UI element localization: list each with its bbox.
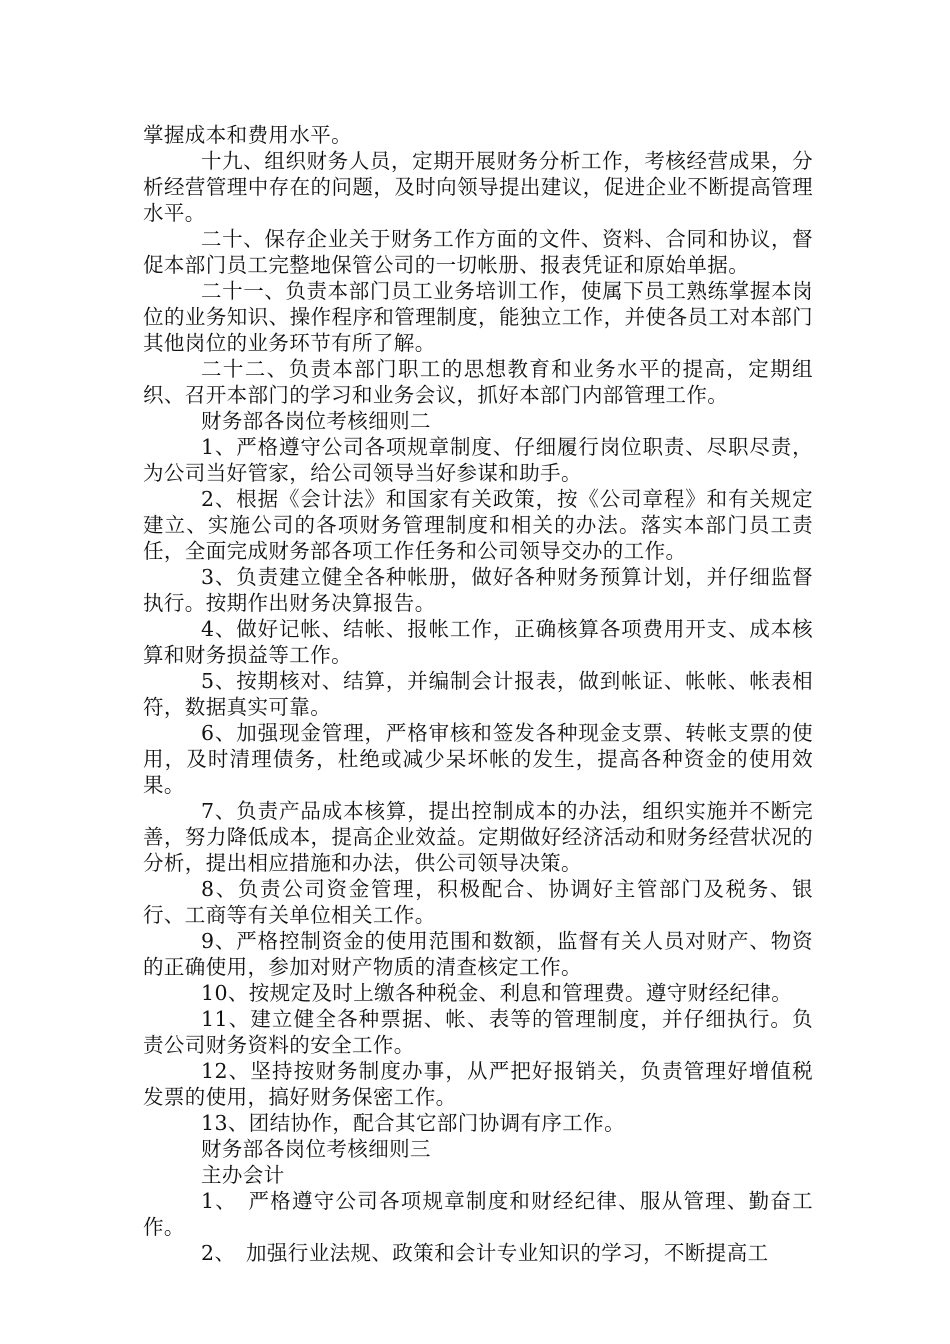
paragraph-18: 12、坚持按财务制度办事，从严把好报销关，负责管理好增值税发票的使用，搞好财务保密工作。: [143, 1059, 813, 1109]
paragraph-12: 6、加强现金管理，严格审核和签发各种现金支票、转帐支票的使用，及时清理债务，杜绝或减少呆坏帐的发生，提高各种资金的使用效果。: [143, 721, 813, 797]
paragraph-23: 2、 加强行业法规、政策和会计专业知识的学习，不断提高工: [201, 1241, 769, 1265]
paragraph-17: 11、建立健全各种票据、帐、表等的管理制度，并仔细执行。负责公司财务资料的安全工作。: [143, 1007, 813, 1057]
section-heading-3: 财务部各岗位考核细则三: [201, 1137, 431, 1161]
paragraph-10: 4、做好记帐、结帐、报帐工作，正确核算各项费用开支、成本核算和财务损益等工作。: [143, 617, 813, 667]
section-heading-2: 财务部各岗位考核细则二: [201, 409, 431, 433]
paragraph-13: 7、负责产品成本核算，提出控制成本的办法，组织实施并不断完善，努力降低成本，提高企业效益。定期做好经济活动和财务经营状况的分析，提出相应措施和办法，供公司领导决策。: [143, 799, 813, 875]
paragraph-4: 二十一、负责本部门员工业务培训工作，使属下员工熟练掌握本岗位的业务知识、操作程序和管理制度，能独立工作，并使各员工对本部门其他岗位的业务环节有所了解。: [143, 279, 813, 355]
paragraph-19: 13、团结协作，配合其它部门协调有序工作。: [201, 1111, 625, 1135]
paragraph-8: 2、根据《会计法》和国家有关政策，按《公司章程》和有关规定建立、实施公司的各项财务管理制度和相关的办法。落实本部门员工责任，全面完成财务部各项工作任务和公司领导交办的工作。: [143, 487, 813, 563]
paragraph-11: 5、按期核对、结算，并编制会计报表，做到帐证、帐帐、帐表相符，数据真实可靠。: [143, 669, 813, 719]
paragraph-22: 1、 严格遵守公司各项规章制度和财经纪律、服从管理、勤奋工作。: [143, 1189, 813, 1239]
paragraph-5: 二十二、负责本部门职工的思想教育和业务水平的提高，定期组织、召开本部门的学习和业务会议，抓好本部门内部管理工作。: [143, 357, 813, 407]
paragraph-14: 8、负责公司资金管理，积极配合、协调好主管部门及税务、银行、工商等有关单位相关工作。: [143, 877, 813, 927]
subheading-chief-accountant: 主办会计: [201, 1163, 285, 1187]
paragraph-15: 9、严格控制资金的使用范围和数额，监督有关人员对财产、物资的正确使用，参加对财产物质的清查核定工作。: [143, 929, 813, 979]
paragraph-1: 掌握成本和费用水平。: [143, 123, 352, 147]
paragraph-9: 3、负责建立健全各种帐册，做好各种财务预算计划，并仔细监督执行。按期作出财务决算报告。: [143, 565, 813, 615]
paragraph-7: 1、严格遵守公司各项规章制度、仔细履行岗位职责、尽职尽责，为公司当好管家，给公司领导当好参谋和助手。: [143, 435, 813, 485]
paragraph-2: 十九、组织财务人员，定期开展财务分析工作，考核经营成果，分析经营管理中存在的问题，及时向领导提出建议，促进企业不断提高管理水平。: [143, 149, 813, 225]
paragraph-16: 10、按规定及时上缴各种税金、利息和管理费。遵守财经纪律。: [201, 981, 793, 1005]
paragraph-3: 二十、保存企业关于财务工作方面的文件、资料、合同和协议，督促本部门员工完整地保管公司的一切帐册、报表凭证和原始单据。: [143, 227, 813, 277]
document-page: [143, 122, 813, 1266]
